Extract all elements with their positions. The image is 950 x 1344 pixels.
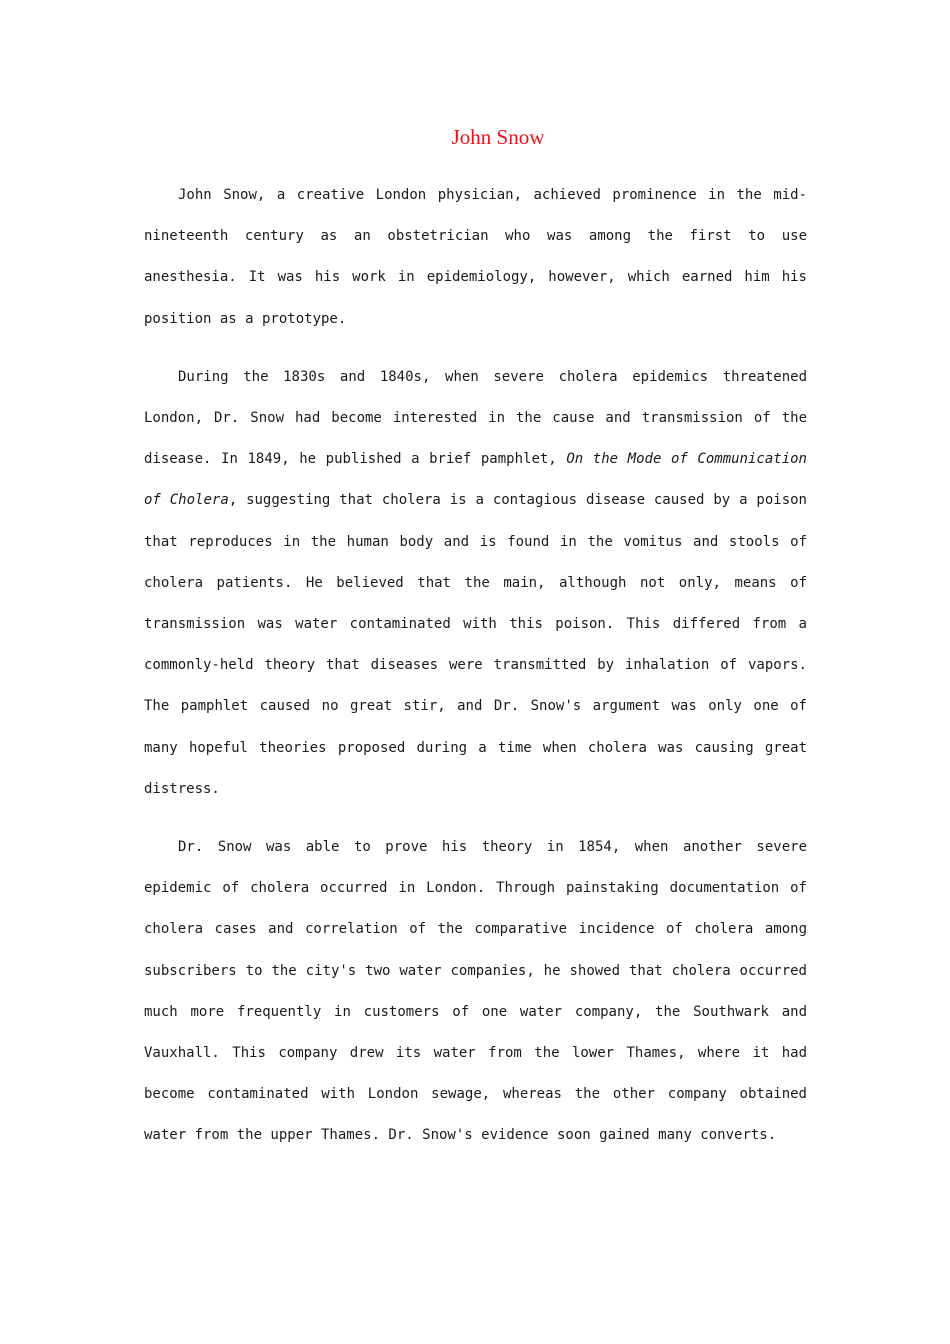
paragraph-2 — [144, 357, 807, 810]
paragraph-3 — [144, 827, 807, 1157]
paragraph-1 — [144, 175, 807, 340]
pamphlet-title: On the Mode of Communication of Cholera — [144, 451, 807, 509]
document-body — [144, 175, 807, 1157]
document-title: John Snow — [451, 125, 545, 149]
paragraph-3-text: Dr. Snow was able to prove his theory in 1854, when another severe epidemic of cholera occurred in London. Through painstaking documentation of cholera cases and correlation of the comparative incidence of cholera among subscribers to the city's two water companies, he showed that cholera occurred much more frequently in customers of one water company, the Southwark and Vauxhall. This company drew its water from the lower Thames, where it had become contaminated with London sewage, whereas the other company obtained water from the upper Thames. Dr. Snow's evidence soon gained many converts. — [144, 839, 807, 1144]
paragraph-2-text-before: During the 1830s and 1840s, when severe cholera epidemics threatened London, Dr. Snow had become interested in the cause and transmission of the disease. In 1849, he published a brief pamphlet, — [144, 368, 807, 468]
paragraph-2-text-after: , suggesting that cholera is a contagious disease caused by a poison that reproduces in the human body and is found in the vomitus and stools of cholera patients. He believed that the main, although not only, means of transmission was water contaminated with this poison. This differed from a commonly-held theory that diseases were transmitted by inhalation of vapors. The pamphlet caused no great stir, and Dr. Snow's argument was only one of many hopeful theories proposed during a time when cholera was causing great distress. — [144, 492, 807, 797]
paragraph-1-text: John Snow, a creative London physician, achieved prominence in the mid-nineteenth century as an obstetrician who was among the first to use anesthesia. It was his work in epidemiology, however, which earned him his position as a prototype. — [144, 187, 807, 327]
